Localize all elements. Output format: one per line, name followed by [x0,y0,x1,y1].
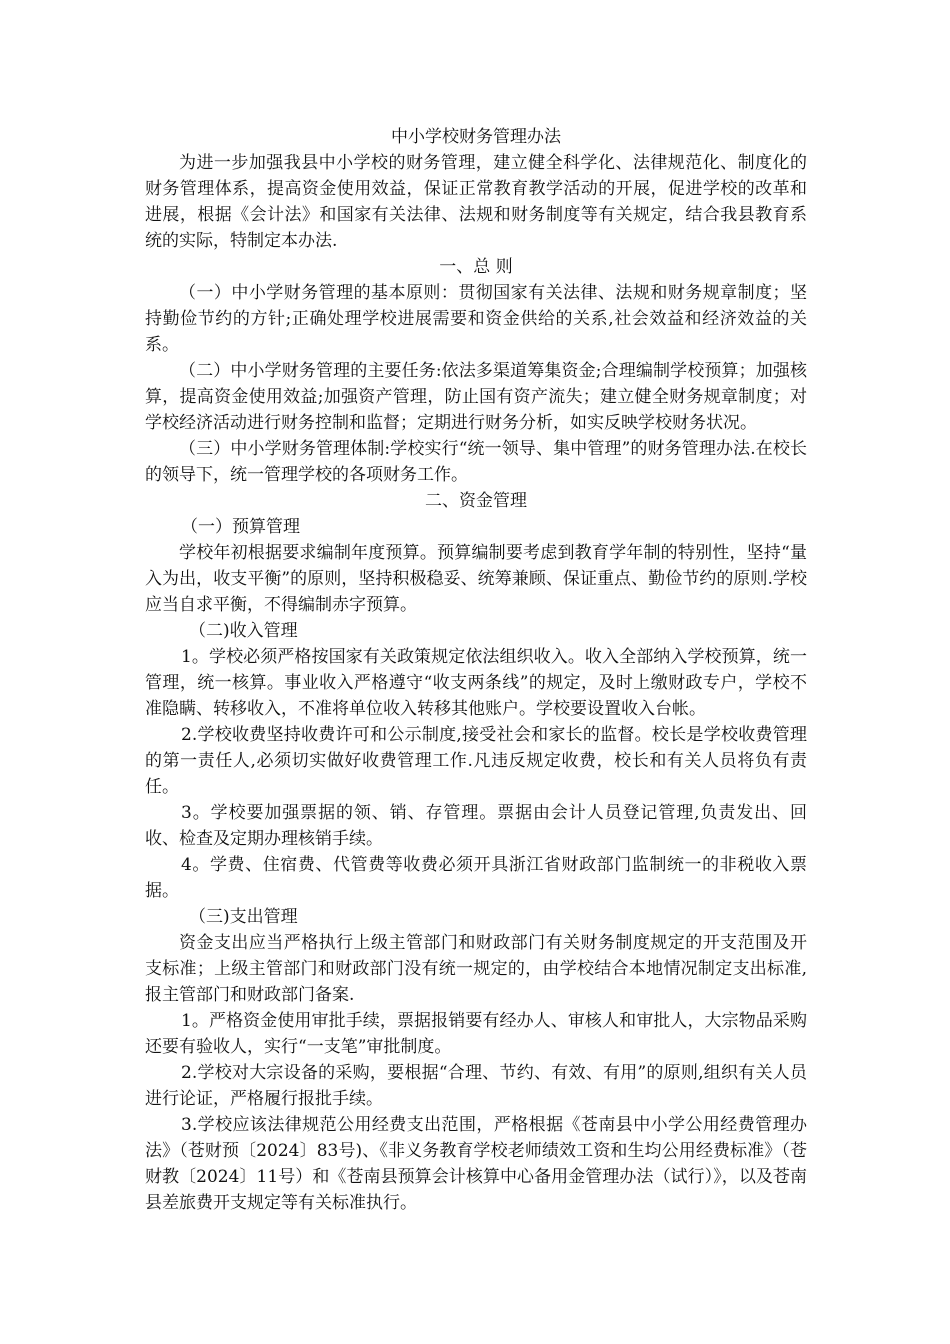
document-body [145,124,807,1216]
income-item-3: 3。学校要加强票据的领、销、存管理。票据由会计人员登记管理,负责发出、回收、检查及定期办理核销手续。 [145,803,807,849]
income-subheading: （二)收入管理 [189,621,298,641]
expense-paragraph: 资金支出应当严格执行上级主管部门和财政部门有关财务制度规定的开支范围及开支标准；上级主管部门和财政部门没有统一规定的，由学校结合本地情况制定支出标准,报主管部门和财政部门备案. [145,933,807,1005]
budget-subheading: （一）预算管理 [181,517,300,537]
expense-item-1: 1。严格资金使用审批手续，票据报销要有经办人、审核人和审批人，大宗物品采购还要有验收人，实行“一支笔”审批制度。 [145,1011,807,1057]
expense-item-3: 3.学校应该法律规范公用经费支出范围，严格根据《苍南县中小学公用经费管理办法》（苍财预〔2024〕83号)、《非义务教育学校老师绩效工资和生均公用经费标准》（苍财教〔2024〕11号）和《苍南县预算会计核算中心备用金管理办法（试行）》，以及苍南县差旅费开支规定等有关标准执行。 [145,1115,807,1213]
general-system-paragraph: （三）中小学财务管理体制:学校实行“统一领导、集中管理”的财务管理办法.在校长的领导下，统一管理学校的各项财务工作。 [145,439,807,485]
income-item-4: 4。学费、住宿费、代管费等收费必须开具浙江省财政部门监制统一的非税收入票据。 [145,855,807,901]
general-principles-paragraph: （一）中小学财务管理的基本原则：贯彻国家有关法律、法规和财务规章制度；坚持勤俭节约的方针;正确处理学校进展需要和资金供给的关系,社会效益和经济效益的关系。 [145,283,807,355]
expense-item-2: 2.学校对大宗设备的采购，要根据“合理、节约、有效、有用”的原则,组织有关人员进行论证，严格履行报批手续。 [145,1063,807,1109]
budget-paragraph: 学校年初根据要求编制年度预算。预算编制要考虑到教育学年制的特别性，坚持“量入为出，收支平衡”的原则，坚持积极稳妥、统筹兼顾、保证重点、勤俭节约的原则.学校应当自求平衡，不得编制赤字预算。 [145,543,807,615]
income-item-2: 2.学校收费坚持收费许可和公示制度,接受社会和家长的监督。校长是学校收费管理的第一责任人,必须切实做好收费管理工作.凡违反规定收费，校长和有关人员将负有责任。 [145,725,807,797]
document-title: 中小学校财务管理办法 [391,127,561,147]
income-item-1: 1。学校必须严格按国家有关政策规定依法组织收入。收入全部纳入学校预算，统一管理，统一核算。事业收入严格遵守“收支两条线”的规定，及时上缴财政专户，学校不准隐瞒、转移收入，不准将单位收入转移其他账户。学校要设置收入台帐。 [145,647,807,719]
section-heading-funds: 二、资金管理 [425,491,527,511]
section-heading-general: 一、总 则 [439,257,513,277]
intro-paragraph: 为进一步加强我县中小学校的财务管理，建立健全科学化、法律规范化、制度化的财务管理体系，提高资金使用效益，保证正常教育教学活动的开展，促进学校的改革和进展，根据《会计法》和国家有关法律、法规和财务制度等有关规定，结合我县教育系统的实际，特制定本办法. [145,153,807,251]
expense-subheading: （三)支出管理 [189,907,298,927]
general-tasks-paragraph: （二）中小学财务管理的主要任务:依法多渠道筹集资金;合理编制学校预算；加强核算，提高资金使用效益;加强资产管理，防止国有资产流失；建立健全财务规章制度；对学校经济活动进行财务控制和监督；定期进行财务分析，如实反映学校财务状况。 [145,361,807,433]
